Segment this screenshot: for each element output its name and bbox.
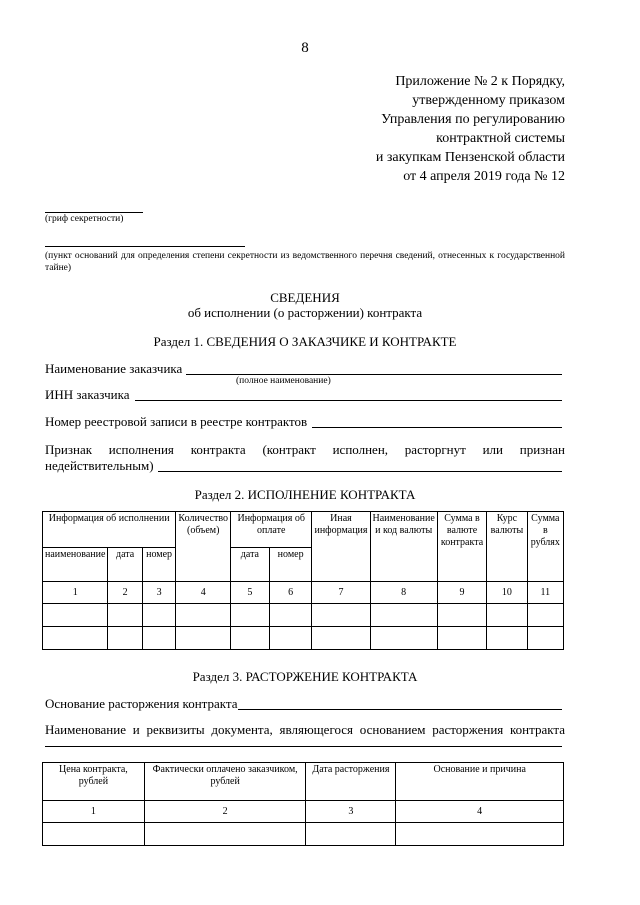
table-cell[interactable] [43,604,108,627]
table-cell[interactable] [312,604,370,627]
appendix-line: Управления по регулированию [381,112,565,127]
document-title: СВЕДЕНИЯ [270,290,340,305]
table-cell[interactable] [487,604,527,627]
header-doc-info: Информация об исполнении [43,512,176,548]
column-number: 1 [43,801,145,823]
table-cell[interactable] [43,627,108,650]
column-number: 4 [176,582,231,604]
table-cell[interactable] [437,604,486,627]
header-sum-rub: Сумма в рублях [527,512,563,582]
column-number: 10 [487,582,527,604]
section1-heading: Раздел 1. СВЕДЕНИЯ О ЗАКАЗЧИКЕ И КОНТРАКТЕ [153,334,457,349]
basis-line[interactable] [45,246,245,247]
header-payment-info: Информация об оплате [230,512,311,548]
column-number: 5 [230,582,269,604]
appendix-line: и закупкам Пензенской области [375,150,565,165]
header-actually-paid: Фактически оплачено заказчиком, рублей [144,763,306,801]
header-basis-reason: Основание и причина [396,763,564,801]
page-number: 8 [301,40,309,56]
table-cell[interactable] [312,627,370,650]
table-row[interactable] [43,627,564,650]
table-cell[interactable] [527,627,563,650]
column-number: 8 [370,582,437,604]
column-number: 1 [43,582,108,604]
column-number: 11 [527,582,563,604]
table-cell[interactable] [176,604,231,627]
header-rate: Курс валюты [487,512,527,582]
column-number: 7 [312,582,370,604]
termination-basis-label: Основание расторжения контракта [45,696,238,711]
document-subtitle: об исполнении (о расторжении) контракта [187,305,423,320]
table-cell[interactable] [396,823,564,846]
termination-basis-field[interactable] [238,709,562,710]
table-cell[interactable] [43,823,145,846]
appendix-line: контрактной системы [436,131,565,146]
secrecy-label: (гриф секретности) [45,214,124,224]
column-number: 2 [108,582,142,604]
table-cell[interactable] [487,627,527,650]
column-number: 3 [306,801,396,823]
table-row[interactable] [43,823,564,846]
column-number: 6 [269,582,312,604]
table-cell[interactable] [370,627,437,650]
header-date: дата [108,548,142,582]
table-cell[interactable] [108,627,142,650]
header-pay-date: дата [230,548,269,582]
appendix-block [376,72,565,186]
secrecy-line[interactable] [45,212,143,213]
header-termination-date: Дата расторжения [306,763,396,801]
header-number: номер [142,548,176,582]
registry-field[interactable] [312,427,562,428]
column-number: 9 [437,582,486,604]
header-contract-price: Цена контракта, рублей [43,763,145,801]
basis-label: (пункт оснований для определения степени секретности из ведомственного перечня сведений, отнесенных к государственной тайне) [45,251,565,273]
column-number-row [43,582,564,604]
full-name-hint: (полное наименование) [236,376,331,386]
column-number: 4 [396,801,564,823]
header-sum-currency: Сумма в валюте контракта [437,512,486,582]
header-name: наименование [43,548,108,582]
header-pay-number: номер [269,548,312,582]
column-number: 2 [144,801,306,823]
table-cell[interactable] [230,604,269,627]
table-cell[interactable] [527,604,563,627]
termination-table [42,762,564,846]
appendix-line: от 4 апреля 2019 года № 12 [403,169,565,184]
termination-doc-field[interactable] [45,746,562,747]
table-cell[interactable] [108,604,142,627]
registry-label: Номер реестровой записи в реестре контрактов [45,414,308,429]
header-other-info: Иная информация [312,512,370,582]
table-cell[interactable] [230,627,269,650]
table-cell[interactable] [269,604,312,627]
table-cell[interactable] [306,823,396,846]
termination-doc-label: Наименование и реквизиты документа, являющегося основанием расторжения контракта [45,722,565,737]
section2-heading: Раздел 2. ИСПОЛНЕНИЕ КОНТРАКТА [194,487,416,502]
header-currency-name: Наименование и код валюты [370,512,437,582]
sign-label-line2: недействительным) [45,458,154,473]
table-cell[interactable] [176,627,231,650]
sign-label-line1: Признак исполнения контракта (контракт исполнен, расторгнут или признан [45,442,565,457]
table-cell[interactable] [370,604,437,627]
table-cell[interactable] [144,823,306,846]
column-number: 3 [142,582,176,604]
section3-heading: Раздел 3. РАСТОРЖЕНИЕ КОНТРАКТА [192,669,418,684]
inn-label: ИНН заказчика [45,387,130,402]
table-row[interactable] [43,604,564,627]
customer-name-field[interactable] [186,374,562,375]
appendix-line: утвержденному приказом [412,93,565,108]
customer-name-label: Наименование заказчика [45,361,183,376]
sign-field[interactable] [158,471,562,472]
table-cell[interactable] [269,627,312,650]
inn-field[interactable] [135,400,562,401]
header-quantity: Количество (объем) [176,512,231,582]
appendix-line: Приложение № 2 к Порядку, [395,74,565,89]
table-cell[interactable] [437,627,486,650]
table-cell[interactable] [142,604,176,627]
table-cell[interactable] [142,627,176,650]
execution-table [42,511,564,650]
